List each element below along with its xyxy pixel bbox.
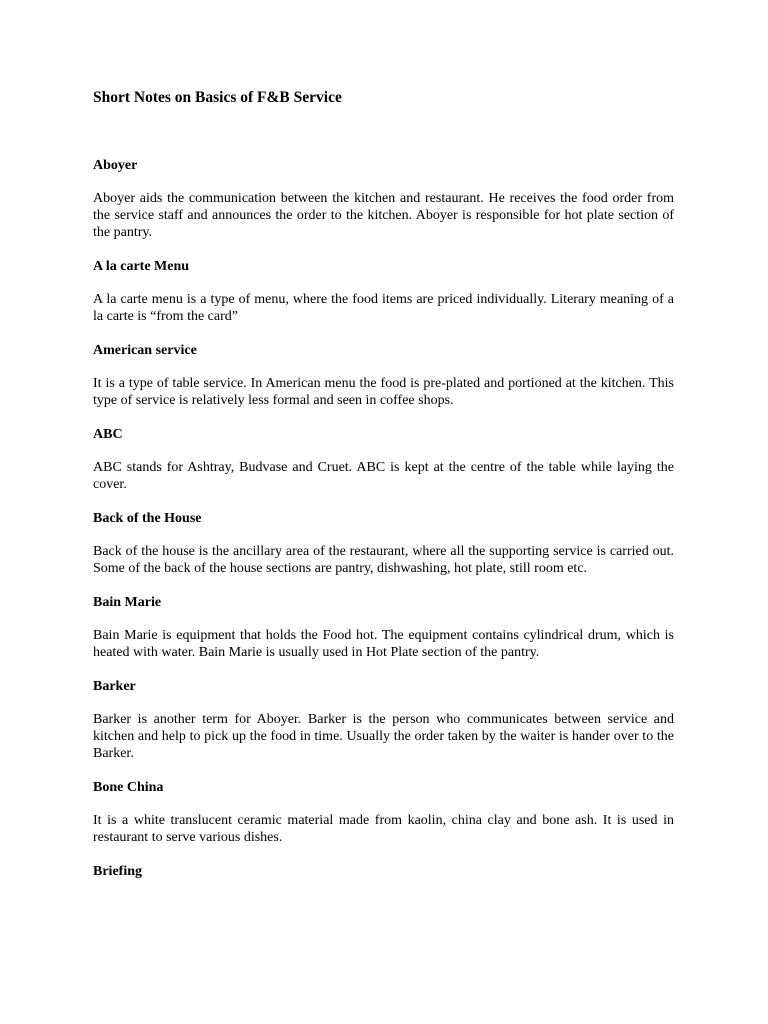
document-title: Short Notes on Basics of F&B Service <box>93 89 342 106</box>
entry-term: Aboyer <box>93 158 138 173</box>
entry-term: Barker <box>93 679 136 694</box>
entry-term: American service <box>93 343 197 358</box>
glossary-entry <box>93 678 674 762</box>
glossary-entry <box>93 157 674 241</box>
glossary-entry <box>93 510 674 577</box>
glossary-entry <box>93 594 674 661</box>
entry-definition: It is a type of table service. In American menu the food is pre-plated and portioned at the kitchen. This type of service is relatively less formal and seen in coffee shops. <box>93 376 674 408</box>
glossary-entry <box>93 426 674 493</box>
entry-term: A la carte Menu <box>93 259 190 274</box>
entry-definition: A la carte menu is a type of menu, where the food items are priced individually. Literary meaning of a la carte is “from the card” <box>93 292 674 324</box>
glossary-entries <box>93 157 674 896</box>
entry-term: ABC <box>93 427 123 442</box>
glossary-entry <box>93 779 674 846</box>
entry-definition: Barker is another term for Aboyer. Barker is the person who communicates between service and kitchen and help to pick up the food in time. Usually the order taken by the waiter is hander over to the Barker. <box>93 712 674 761</box>
glossary-entry <box>93 258 674 325</box>
entry-definition: ABC stands for Ashtray, Budvase and Cruet. ABC is kept at the centre of the table while laying the cover. <box>93 460 674 492</box>
entry-definition: Bain Marie is equipment that holds the Food hot. The equipment contains cylindrical drum, which is heated with water. Bain Marie is usually used in Hot Plate section of the pantry. <box>93 628 674 660</box>
glossary-entry <box>93 863 674 880</box>
entry-term: Briefing <box>93 864 142 879</box>
entry-definition: Back of the house is the ancillary area of the restaurant, where all the supporting service is carried out. Some of the back of the house sections are pantry, dishwashing, hot plate, still room etc. <box>93 544 674 576</box>
glossary-entry <box>93 342 674 409</box>
document-page <box>93 0 674 1024</box>
entry-definition: Aboyer aids the communication between the kitchen and restaurant. He receives the food order from the service staff and announces the order to the kitchen. Aboyer is responsible for hot plate section of the pantry. <box>93 191 674 240</box>
entry-term: Bain Marie <box>93 595 162 610</box>
entry-term: Bone China <box>93 780 164 795</box>
entry-definition: It is a white translucent ceramic material made from kaolin, china clay and bone ash. It is used in restaurant to serve various dishes. <box>93 813 674 845</box>
entry-term: Back of the House <box>93 511 202 526</box>
